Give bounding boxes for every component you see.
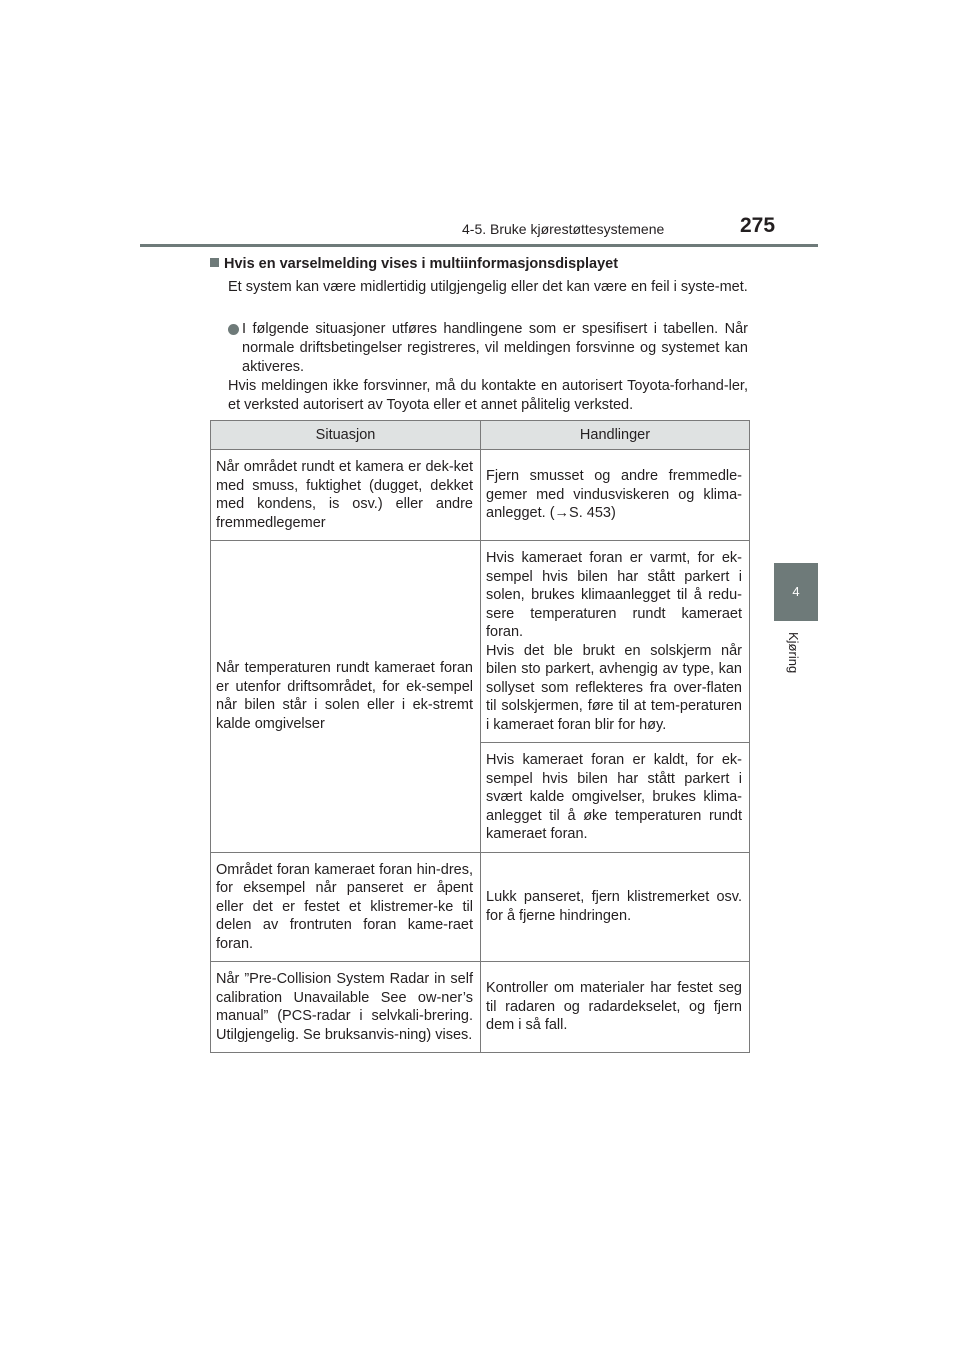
table-row [211, 450, 750, 541]
action-cell: Hvis kameraet foran er kaldt, for ek-sempel hvis bilen har stått parkert i svært kalde omgivelser, brukes klima-anlegget til å øke temperaturen rundt kameraet foran. [481, 743, 750, 853]
square-bullet-icon [210, 258, 219, 267]
chapter-tab[interactable]: 4 [774, 563, 818, 621]
intro-paragraph: Et system kan være midlertidig utilgjengelig eller det kan være en feil i syste-met. [228, 279, 748, 295]
chapter-tab-label: Kjøring [786, 632, 801, 674]
action-cell: Kontroller om materialer har festet seg til radaren og radardekselet, og fjern dem i så fall. [481, 962, 750, 1053]
round-bullet-icon [228, 324, 239, 335]
table-row [211, 541, 750, 743]
column-header-actions: Handlinger [481, 421, 750, 450]
page-number: 275 [740, 214, 776, 237]
bullet-item [228, 320, 748, 377]
situation-action-table [210, 420, 750, 1053]
situation-cell: Området foran kameraet foran hin-dres, for eksempel når panseret er åpent eller det er festet et klistremer-ke til delen av frontruten foran kame-raet foran. [211, 852, 481, 962]
note-paragraph: Hvis meldingen ikke forsvinner, må du kontakte en autorisert Toyota-forhand-ler, et verksted autorisert av Toyota eller et annet pålitelig verksted. [228, 378, 748, 413]
table-row [211, 852, 750, 962]
table-header-row [211, 421, 750, 450]
action-cell: Hvis kameraet foran er varmt, for ek-sempel hvis bilen har stått parkert i solen, brukes klimaanlegget til å redu-sere temperaturen rundt kameraet foran. Hvis det ble brukt en solskjerm når bilen sto parkert, avhengig av type, kan sollyset som reflekteres fra over-flaten til solskjermen, føre til at tem-peraturen i kameraet foran blir for høy. [481, 541, 750, 743]
column-header-situation: Situasjon [211, 421, 481, 450]
situation-cell: Når temperaturen rundt kameraet foran er utenfor driftsområdet, for ek-sempel når bilen står i solen eller i ek-stremt kalde omgivelser [211, 541, 481, 853]
section-heading-text: Hvis en varselmelding vises i multiinformasjonsdisplayet [224, 256, 619, 272]
action-cell: Fjern smusset og andre fremmedle-gemer med vindusviskeren og klima-anlegget. (→S. 453) [481, 450, 750, 541]
bullet-text: I følgende situasjoner utføres handlingene som er spesifisert i tabellen. Når normale driftsbetingelser registreres, vil meldingen forsvinne og systemet kan aktiveres. [242, 321, 748, 375]
situation-cell: Når området rundt et kamera er dek-ket med smuss, fuktighet (dugget, dekket med kondens, is osv.) eller andre fremmedlegemer [211, 450, 481, 541]
table-row [211, 962, 750, 1053]
header-section-title: 4-5. Bruke kjørestøttesystemene [462, 221, 665, 237]
section-heading [210, 256, 618, 272]
action-cell: Lukk panseret, fjern klistremerket osv. for å fjerne hindringen. [481, 852, 750, 962]
header-rule [140, 244, 818, 247]
situation-cell: Når ”Pre-Collision System Radar in self calibration Unavailable See ow-ner’s manual” (PCS-radar i selvkali-brering. Utilgjengelig. Se bruksanvis-ning) vises. [211, 962, 481, 1053]
